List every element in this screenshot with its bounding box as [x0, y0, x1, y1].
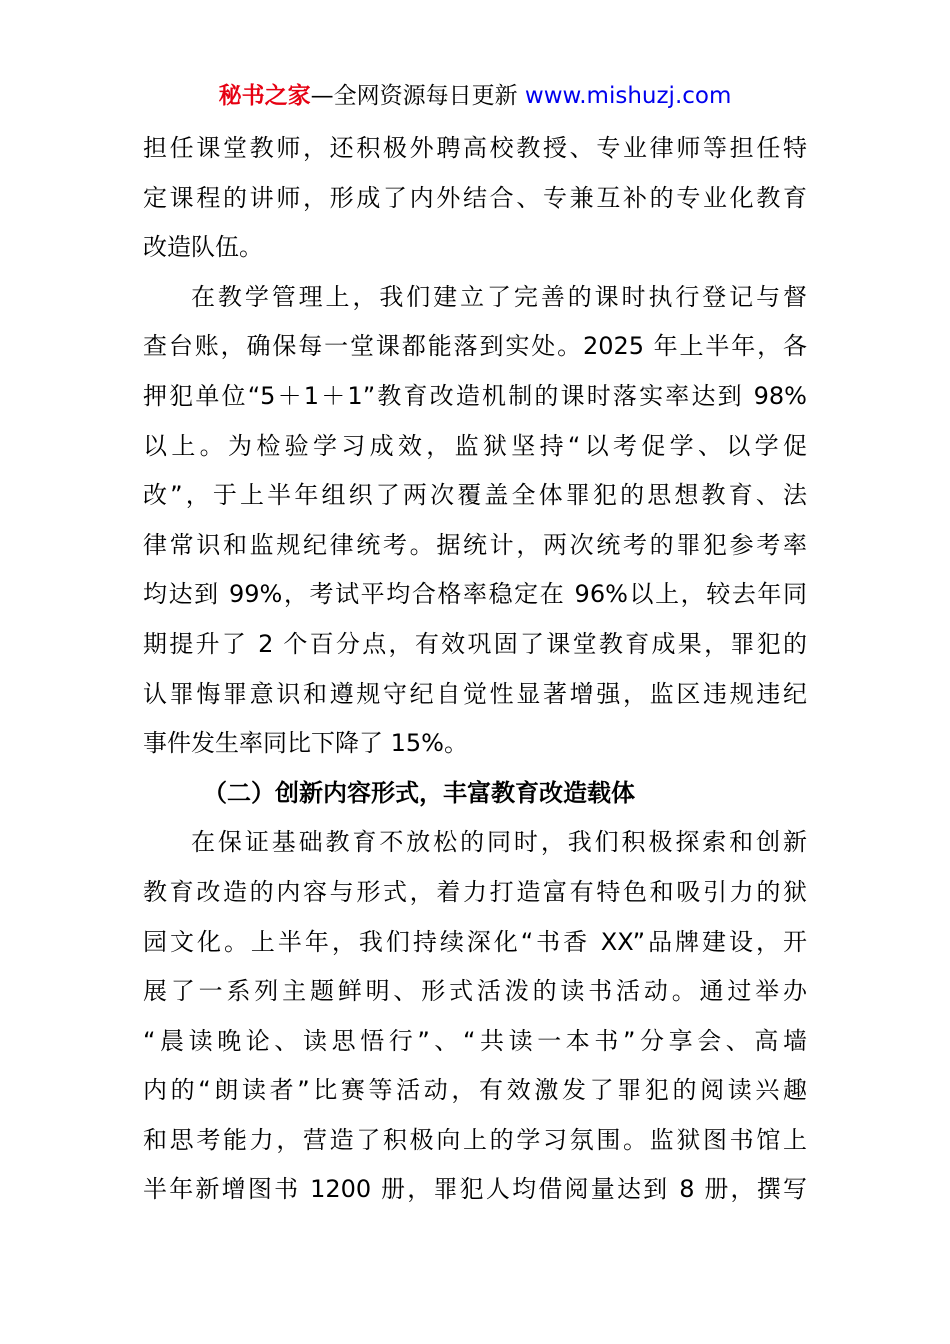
text-line: 改造队伍。 [143, 233, 263, 262]
text-line: 半年新增图书 1200 册，罪犯人均借阅量达到 8 册，撰写 [143, 1175, 807, 1204]
text-line: 以上。为检验学习成效，监狱坚持“以考促学、以学促 [143, 431, 807, 460]
text-line: 内的“朗读者”比赛等活动，有效激发了罪犯的阅读兴趣 [143, 1076, 807, 1105]
text-line: 和思考能力，营造了积极向上的学习氛围。监狱图书馆上 [143, 1125, 807, 1154]
text-line: 展了一系列主题鲜明、形式活泼的读书活动。通过举办 [143, 977, 807, 1006]
document-body [143, 124, 807, 1215]
text-line: 认罪悔罪意识和遵规守纪自觉性显著增强，监区违规违纪 [143, 679, 807, 708]
text-line: 律常识和监规纪律统考。据统计，两次统考的罪犯参考率 [143, 530, 807, 559]
text-line: 担任课堂教师，还积极外聘高校教授、专业律师等担任特 [143, 134, 807, 162]
text-line: 押犯单位“5＋1＋1”教育改造机制的课时落实率达到 98% [143, 381, 807, 410]
text-line: 均达到 99%，考试平均合格率稳定在 96%以上，较去年同 [143, 580, 807, 609]
header-url-link[interactable]: www.mishuzj.com [524, 83, 732, 109]
text-line: 定课程的讲师，形成了内外结合、专兼互补的专业化教育 [143, 183, 807, 212]
section-heading: （二）创新内容形式，丰富教育改造载体 [203, 778, 635, 807]
text-line: 查台账，确保每一堂课都能落到实处。2025 年上半年，各 [143, 332, 807, 361]
text-line: 事件发生率同比下降了 15%。 [143, 729, 468, 758]
header-slogan: —全网资源每日更新 [310, 83, 525, 109]
text-line: 教育改造的内容与形式，着力打造富有特色和吸引力的狱 [143, 877, 807, 906]
text-line: 在保证基础教育不放松的同时，我们积极探索和创新 [191, 828, 807, 857]
brand-name: 秘书之家 [218, 83, 311, 109]
text-line: 在教学管理上，我们建立了完善的课时执行登记与督 [191, 282, 807, 311]
text-line: “晨读晚论、读思悟行”、“共读一本书”分享会、高墙 [143, 1026, 807, 1055]
text-line: 改”，于上半年组织了两次覆盖全体罪犯的思想教育、法 [143, 481, 807, 510]
text-line: 期提升了 2 个百分点，有效巩固了课堂教育成果，罪犯的 [143, 629, 807, 658]
text-line: 园文化。上半年，我们持续深化“书香 XX”品牌建设，开 [143, 927, 807, 956]
page-header [0, 80, 950, 112]
